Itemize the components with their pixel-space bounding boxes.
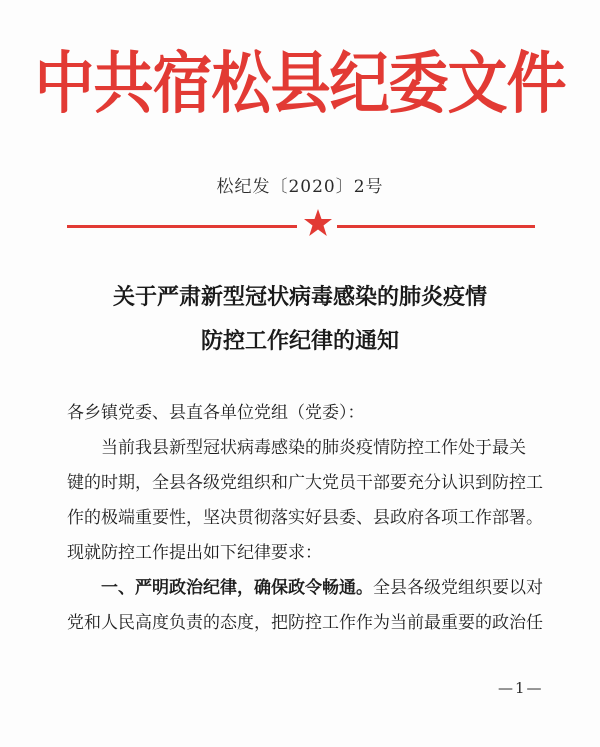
notice-title-line-1: 关于严肃新型冠状病毒感染的肺炎疫情 xyxy=(112,284,487,310)
notice-title-line-2: 防控工作纪律的通知 xyxy=(200,328,399,354)
red-star-icon xyxy=(303,208,333,238)
paragraph-1-line-1: 当前我县新型冠状病毒感染的肺炎疫情防控工作处于最关 xyxy=(101,438,526,458)
salutation: 各乡镇党委、县直各单位党组（党委）： xyxy=(67,403,365,423)
divider-line-left xyxy=(67,225,297,228)
document-number: 松纪发〔2020〕2号 xyxy=(216,177,384,197)
paragraph-1-line-3: 作的极端重要性，坚决贯彻落实好县委、县政府各项工作部署。 xyxy=(67,508,543,528)
section-1-line-2: 党和人民高度负责的态度，把防控工作作为当前最重要的政治任 xyxy=(67,613,543,633)
section-1-heading: 一、严明政治纪律，确保政令畅通。 xyxy=(101,578,373,598)
paragraph-1-line-4: 现就防控工作提出如下纪律要求： xyxy=(67,543,322,563)
paragraph-1-line-2: 键的时期，全县各级党组织和广大党员干部要充分认识到防控工 xyxy=(67,473,543,493)
section-1-text: 全县各级党组织要以对 xyxy=(373,578,543,598)
section-1-line-1 xyxy=(101,576,600,600)
divider-line-right xyxy=(337,225,535,228)
masthead-title: 中共宿松县纪委文件 xyxy=(34,44,566,124)
page-number: —1— xyxy=(498,679,544,697)
